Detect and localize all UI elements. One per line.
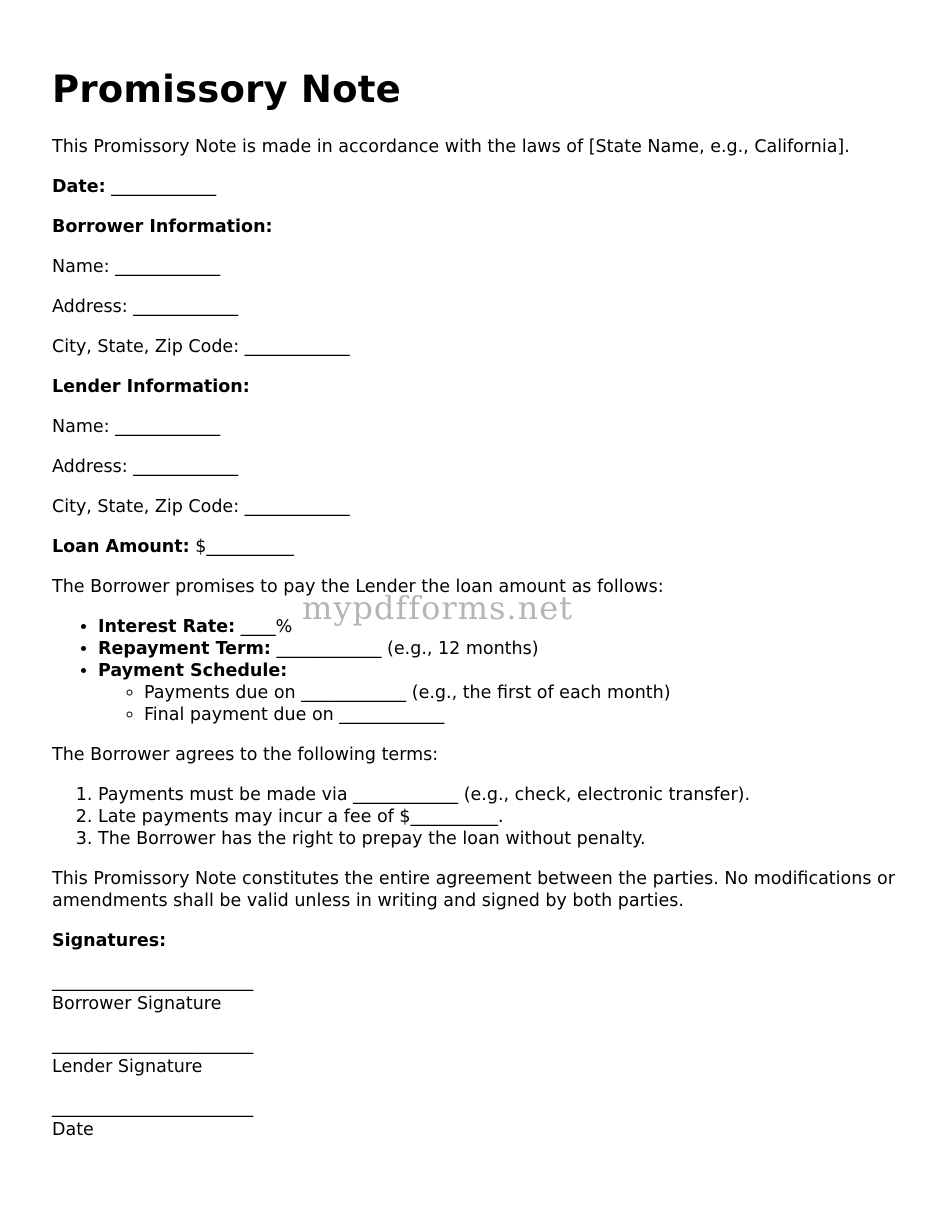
loan-amount-field [52, 536, 912, 558]
promise-paragraph: The Borrower promises to pay the Lender the loan amount as follows: [52, 577, 664, 597]
loan-amount-label: Loan Amount: [52, 537, 190, 557]
list-item-repayment-term [98, 638, 912, 660]
interest-rate-blank: ____% [235, 617, 293, 637]
schedule-item: ◦ Final payment due on ____________ [144, 704, 912, 726]
repayment-term-blank: ____________ (e.g., 12 months) [270, 639, 539, 659]
interest-rate-label: Interest Rate: [98, 617, 236, 637]
lender-heading [52, 376, 912, 398]
date-signature-line: _______________________ [52, 1098, 254, 1118]
borrower-signature-line: _______________________ [52, 972, 254, 992]
list-item-interest-rate [98, 616, 912, 638]
borrower-signature-label: Borrower Signature [52, 994, 222, 1014]
borrower-name-field: Name: ____________ [52, 257, 221, 277]
lender-signature-line: _______________________ [52, 1035, 254, 1055]
borrower-city-field: City, State, Zip Code: ____________ [52, 337, 350, 357]
lender-address-field: Address: ____________ [52, 457, 239, 477]
signatures-heading-text: Signatures: [52, 931, 167, 951]
lender-heading-text: Lender Information: [52, 377, 250, 397]
date-label: Date: [52, 177, 106, 197]
borrower-heading-text: Borrower Information: [52, 217, 273, 237]
borrower-signature-block [52, 971, 912, 1015]
agreed-term-item: 2. Late payments may incur a fee of $__________. [98, 806, 912, 828]
entire-agreement-paragraph: This Promissory Note constitutes the entire agreement between the parties. No modifications or amendments shall be valid unless in writing and signed by both parties. [52, 869, 895, 911]
date-signature-label: Date [52, 1120, 94, 1140]
loan-amount-blank: $__________ [189, 537, 294, 557]
list-item-payment-schedule [98, 660, 912, 726]
agrees-paragraph: The Borrower agrees to the following terms: [52, 745, 439, 765]
page-title: Promissory Note [52, 68, 401, 111]
schedule-item: ◦ Payments due on ____________ (e.g., the first of each month) [144, 682, 912, 704]
agreed-term-item: 1. Payments must be made via ____________ (e.g., check, electronic transfer). [98, 784, 912, 806]
payment-schedule-label: Payment Schedule: [98, 661, 288, 681]
agreed-terms-list [52, 784, 912, 850]
payment-terms-list [52, 616, 912, 726]
document-page [52, 68, 912, 1160]
payment-schedule-sublist [98, 682, 912, 726]
borrower-address-field: Address: ____________ [52, 297, 239, 317]
agreed-term-item: 3. The Borrower has the right to prepay the loan without penalty. [98, 828, 912, 850]
borrower-heading [52, 216, 912, 238]
intro-paragraph: This Promissory Note is made in accordance with the laws of [State Name, e.g., California]. [52, 137, 850, 157]
date-blank: ____________ [105, 177, 217, 197]
signatures-heading [52, 930, 912, 952]
watermark-text: mypdfforms.net [302, 589, 573, 627]
lender-city-field: City, State, Zip Code: ____________ [52, 497, 350, 517]
date-signature-block [52, 1097, 912, 1141]
date-field [52, 176, 912, 198]
lender-signature-block [52, 1034, 912, 1078]
repayment-term-label: Repayment Term: [98, 639, 271, 659]
lender-signature-label: Lender Signature [52, 1057, 203, 1077]
lender-name-field: Name: ____________ [52, 417, 221, 437]
